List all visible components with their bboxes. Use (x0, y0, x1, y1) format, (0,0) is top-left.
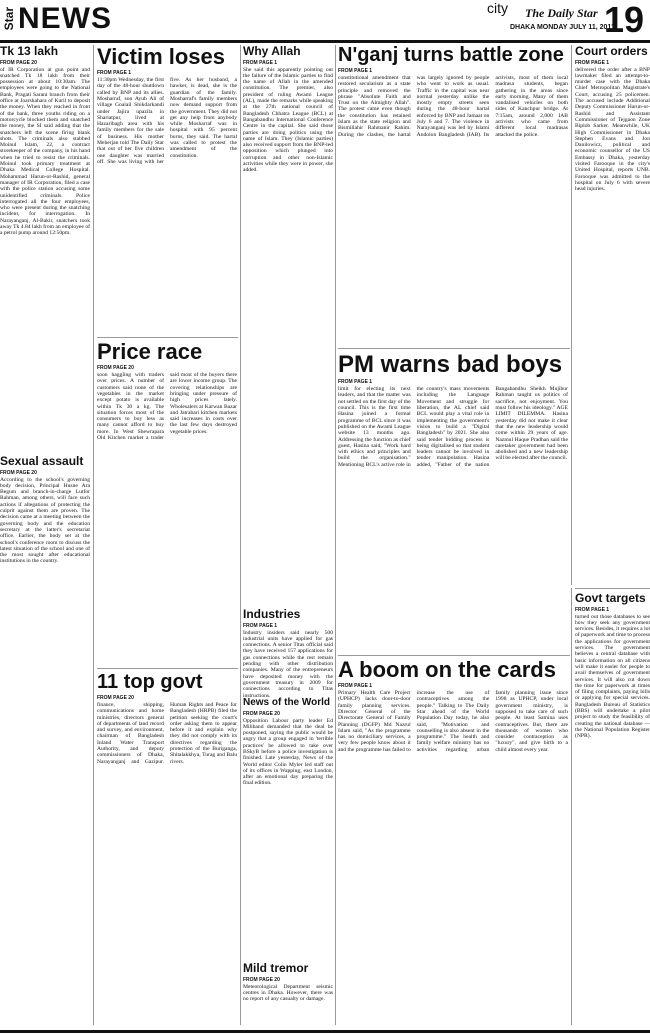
story-source: FROM PAGE 20 (97, 365, 134, 372)
story-source: FROM PAGE 1 (575, 606, 610, 613)
story-body: Primary Health Care Project (UPHCP) lacks door-to-door family planning services. Director General of the Directorate General of Family Planning (DGFP) Md Nazrul Islam said, "As the programme has no domiciliary services, a very few people know about it and the programme has failed to increase the use of contraceptives among the people." Talking to The Daily Star ahead of the World Population Day today, he also said, "Motivation and counselling is also absent in the programme." The health and family welfare ministry has no activities regarding urban family planning issue since 1998 as UPHCP, under local government ministry, is supposed to take care of such people. At least Samina uses contraceptives. But, there are thousands of women who consider contraception as "luxury", and give birth to a child almost every year. (338, 690, 568, 753)
story-source: FROM PAGE 1 (243, 622, 278, 629)
section-title: NEWS (18, 2, 112, 35)
story-source: FROM PAGE 1 (243, 59, 278, 66)
story-source: FROM PAGE 20 (0, 59, 37, 66)
story-source: FROM PAGE 1 (338, 68, 373, 74)
story-11-top-govt (97, 672, 237, 1025)
story-why-allah (243, 45, 333, 605)
headline: Why Allah (243, 44, 301, 58)
story-body: of IR Corporation at gun point and snatched Tk 18 lakh from their possession at about 10:30am. The employees were going to the National Bank, Pragati Sarani branch from their office at Joarshahara of Kuril to deposit the money. When they reached in front of the bank, three youths riding on a motorcycle blocked them and snatched the money, the SI said adding that the snatchers left the scene firing blank shots. The criminals also stabbed Moinul Islam, 22, a contract storekeeper of the company, in his hand when he tried to resist the criminals. Moinul took primary treatment at Dhaka Medical College Hospital. Mohammad Harun-or-Rashid, general manager of IR Corporation, filed a case with the police station accusing some unidentified criminals. Police interrogated all the four employees, who were present during the snatching incident, for interrogation. In Narayanganj, Al-Bakir, snatchers took away Tk 4.84 lakh from an employee of a petrol pump around 12:50pm. (0, 66, 90, 237)
story-source: FROM PAGE 20 (243, 976, 280, 983)
story-pm-warns (338, 352, 568, 652)
story-body: According to the school's governing body decision, Principal Husne Ara Begum and branch-in-charge Lutfor Rahman, among others, will face such actions if allegations of protecting the culprit against them are proven. The decision came at a meeting between the governing body and the education secretary at the latter's secretariat office. Earlier, the body set at the school's conference room to discuss the latest situation of the school and one of the most sought after educational institutions in the country. (0, 476, 90, 565)
headline: News of the World (243, 697, 331, 708)
section-divider (97, 337, 238, 338)
story-body: finance, shipping, communications and home ministries, directors general of departments of land record and survey, and environment, chairman of Bangladesh Inland Water Transport Authority, and deputy commissioners of Dhaka, Narayanganj and Gazipur. Human Rights and Peace for Bangladesh (HRPB) filed the petition seeking the court's order asking them to appear before it and explain why they did not comply with its directives regarding the protection of the Buriganga, Shitalakkhya, Turag and Balu rivers. (97, 702, 237, 765)
placeholder (192, 605, 193, 606)
story-victim-loses (97, 45, 237, 335)
page-number: 19 (603, 0, 644, 40)
story-body: constitutional amendment that restored secularism as a state principle and removed the phrase "Absolute Faith and Trust on the Almighty Allah". The protest came even though the constitution has retained Islam as the state religion and Bismillahir Rahmanir Rahim. During the clashes, the hartal was largely ignored by people who went to work as usual. Traffic in the capital was near normal yesterday unlike the mostly empty streets seen during the 48-hour hartal enforced by BNP and Jamaat on July 6 and 7. The violence in Narayanganj was led by Islami Andolon Bangladesh (IAB). Its activists, most of them local madrasa students, began gathering in the areas since early morning. Many of them vandalised vehicles on both sides of Kanchpur bridge. At 7:15am, around 2,000 IAB activists who came from different local madrasas attacked the police. (338, 75, 568, 138)
story-govt-targets (575, 592, 650, 1025)
story-sexual-assault (0, 455, 90, 1025)
column-divider (93, 45, 94, 1025)
story-source: FROM PAGE 1 (97, 70, 132, 77)
story-source: FROM PAGE 20 (97, 695, 134, 701)
story-body: delivered the order after a BNP lawmaker filed an attempt-to-murder case with the Dhaka Chief Metropolitan Magistrate's Court, accusing 25 policemen. The accused include Additional Deputy Commissioner Harun-or-Rashid and Assistant Commissioner of Tejgaon Zone Biplob Sarker. Meanwhile, UK High Commissioner in Dhaka Stephen Evans and Jon Danilowicz, political and economic counsellor of the US Embassy in Dhaka, yesterday visited Farooque in the city's United Hospital, reports UNB. Farooque was admitted to the hospital on July 6 with severe head injuries. (575, 66, 650, 193)
story-source: FROM PAGE 20 (0, 469, 37, 476)
story-source: FROM PAGE 1 (575, 59, 610, 66)
headline: 11 top govt (97, 671, 203, 693)
story-body: 11:30pm Wednesday, the first day of the 48-hour shutdown called by BNP and its allies. Mosharraf, son Ayub Ali of village Goalail Shikdarkandi under Jajira upazila in Shariatpur, lived at Hazaribagh area with his family members for the sale of business. His mother Meherjan told The Daily Star that out of her five children one daughter was married off. She was living with her five. As her husband, a hawker, is dead, she is the guardian of the family. Mosharraf's family members now demand support from the government. They did not get any help from anybody while Mosharraf was in hospital with 95 percent burns, they said. The hartal was called to protest the amendment of the constitution. (97, 77, 237, 165)
headline: N'ganj turns battle zone (338, 44, 564, 66)
headline: Court orders (575, 44, 648, 58)
story-source: FROM PAGE 1 (338, 379, 373, 386)
section-divider (97, 668, 238, 669)
section-flag (2, 2, 112, 36)
headline: Price race (97, 339, 203, 364)
headline: A boom on the cards (338, 657, 556, 682)
story-tk13 (0, 45, 90, 450)
story-boom-on-cards (338, 658, 568, 1025)
column-divider (335, 45, 336, 1025)
story-body: limit for electing its next leaders, and that the matter was not settled on the first day of the council. This is the first time Hasina joined a formal programme of BCL since it was published on the Awami League website 13 months ago. Addressing the function as chief guest, Hasina said, "Work hard with ethics and principles and build the organisation." Mentioning BCL's active role in the country's mass movements including the Language Movement and struggle for liberation, the AL chief said BCL would play a vital role in implementing the government's vision to build a "Digital Bangladesh" by 2021. She also said tender bidding process is being digitalised so that student leaders cannot be involved in tender manipulation. Hasina added, "Father of the nation Bangabandhu Sheikh Mujibur Rahman taught us politics of sacrifice, not enjoyment. You must follow his ideology." AGE LIMIT DILEMMA. Hasina yesterday did not make it clear that the new leadership would come within 29 years of age. Nazmul Haque Pradhan said the caretaker government had been abolished and a new leadership will be elected after the council. (338, 386, 568, 468)
headline: Tk 13 lakh (0, 44, 59, 58)
headline: Victim loses (97, 44, 225, 69)
story-court-orders (575, 45, 650, 585)
story-body: Opposition Labour party leader Ed Miliband demanded that the deal be postponed, saying the public would be angry that a group engaged in 'terrible practices' be allowed to take over BSkyB before a police investigation is finished. Late yesterday, News of the World editor Colin Myler led staff out of its offices in Wapping, east London, after an emotional day preparing the final edition. (243, 717, 333, 787)
story-source: FROM PAGE 20 (243, 710, 280, 717)
story-body: She said this apparently pointing out the failure of the Islamic parties to find the name of Allah in the amended constitution. The premier, also president of ruling Awami League (AL), made the remarks while speaking at the 27th national council of Bangladesh Chhatra League (BCL) at Bangabandhu International Conference Centre in the capital. She said those parties are doing politics using the name of Islam. They (Islamic parties) also received support from the BNP-led opposition which plunged into corruption and other non-Islamic activities while they were in power, she added. (243, 66, 333, 174)
masthead (0, 0, 650, 43)
headline: Govt targets (575, 591, 646, 605)
newspaper-logo: The Daily Star (525, 6, 598, 20)
story-nganj-battle (338, 45, 568, 345)
column-divider (571, 588, 572, 1025)
column-divider (571, 45, 572, 585)
story-industries-spacer (190, 605, 238, 665)
story-body: Industry insiders said nearly 500 industrial units have applied for gas connections. A senior Titas official said they have received 157 applications for gas connections while the rest remain pending with other distribution companies. Many of the entrepreneurs have deposited money with the government treasury in 2009 for connections according to Titas instructions. (243, 629, 333, 699)
section-divider (575, 588, 650, 589)
column-divider (240, 45, 241, 1025)
headline: Mild tremor (243, 961, 309, 975)
section-divider (338, 655, 570, 656)
headline: Sexual assault (0, 454, 84, 468)
story-body: Meteorological Department seismic centres in Dhaka. However, there was no report of any casualty or damage. (243, 983, 333, 1003)
story-body: turned out those databases to see how they seek any government services. Besides, it requires a lot of paperwork and time to process the applications for government services. The government believes a central database with basic information on all citizens will make it easier for people to avail themselves of government services. It will also cut down the time for paperwork at times of filing complaints, paying bills or applying for special services. Bangladesh Bureau of Statistics (BBS) will undertake a pilot project to study the feasibility of creating the national database — the National Population Register (NPR). (575, 613, 650, 740)
story-news-of-the-world (243, 698, 333, 958)
footer-rule (0, 1030, 650, 1033)
story-body: soon haggling with traders over prices. A number of customers said none of the vegetables in the market except potato is available within Tk 30 a kg. The situation forces most of the consumers to buy less as many cannot afford to buy more. In West Shewrapara Old Kitchen market a trader said most of the buyers there are lower income group. The covering relationships are bringing under pressure of high prices lately. Wholesalers at Karwan Bazar and Jatrabari kitchen markets said increases in costs over the last few days destroyed vegetable prices. (97, 372, 237, 442)
section-city: city (487, 0, 508, 16)
headline: Industries (243, 607, 301, 621)
story-industries (243, 607, 333, 699)
story-source: FROM PAGE 1 (338, 683, 373, 690)
star-label: Star (2, 7, 16, 31)
story-mild-tremor (243, 962, 333, 1025)
headline: PM warns bad boys (338, 351, 563, 378)
issue-date: DHAKA MONDAY JULY 11, 2011 (510, 24, 615, 31)
section-divider (338, 348, 570, 349)
